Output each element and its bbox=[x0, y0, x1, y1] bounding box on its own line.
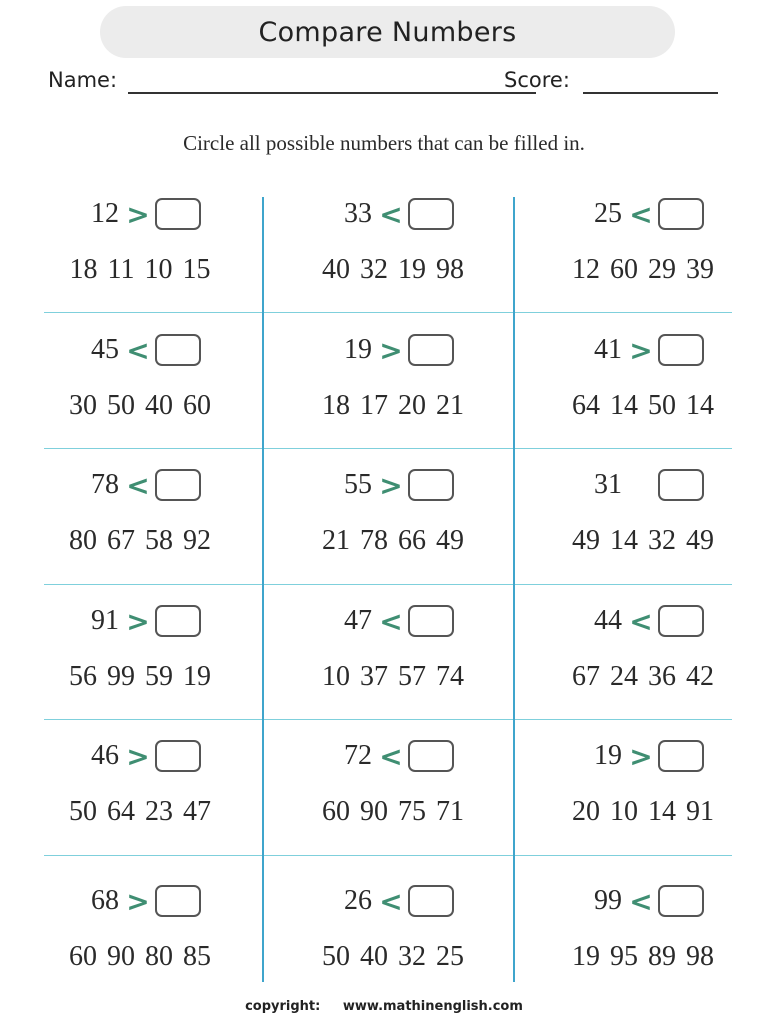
copyright-label: copyright: bbox=[245, 999, 321, 1014]
choice-number[interactable]: 50 bbox=[107, 390, 135, 421]
choice-number[interactable]: 18 bbox=[69, 254, 98, 285]
choice-number[interactable]: 90 bbox=[360, 796, 388, 827]
choice-number[interactable]: 60 bbox=[183, 390, 211, 421]
choice-number[interactable]: 25 bbox=[436, 941, 464, 972]
choice-number[interactable]: 15 bbox=[182, 254, 211, 285]
choice-number[interactable]: 75 bbox=[398, 796, 426, 827]
given-number: 91 bbox=[91, 605, 119, 636]
choice-number[interactable]: 30 bbox=[69, 390, 97, 421]
given-number: 41 bbox=[594, 334, 622, 365]
choice-number[interactable]: 64 bbox=[107, 796, 135, 827]
comparison bbox=[30, 603, 250, 639]
choice-number[interactable]: 92 bbox=[183, 525, 211, 556]
given-number: 72 bbox=[344, 740, 372, 771]
problem-cell bbox=[30, 883, 250, 1018]
given-number: 19 bbox=[594, 740, 622, 771]
choice-list bbox=[283, 254, 503, 286]
choice-number[interactable]: 32 bbox=[360, 254, 388, 285]
given-number: 45 bbox=[91, 334, 119, 365]
choice-number[interactable]: 74 bbox=[436, 661, 464, 692]
answer-box[interactable] bbox=[408, 740, 454, 772]
problem-cell bbox=[30, 738, 250, 873]
problem-cell bbox=[283, 467, 503, 602]
comparison bbox=[533, 332, 753, 368]
comparison-sign: < bbox=[126, 333, 150, 367]
comparison bbox=[533, 467, 753, 503]
choice-number[interactable]: 99 bbox=[107, 661, 135, 692]
problem-cell bbox=[533, 467, 753, 602]
comparison bbox=[283, 196, 503, 232]
choice-number[interactable]: 64 bbox=[572, 390, 600, 421]
choice-list bbox=[283, 796, 503, 828]
choice-list bbox=[533, 254, 753, 286]
problem-cell bbox=[283, 883, 503, 1018]
choice-number[interactable]: 67 bbox=[572, 661, 600, 692]
given-number: 12 bbox=[91, 198, 119, 229]
given-number: 33 bbox=[344, 198, 372, 229]
choice-number[interactable]: 19 bbox=[183, 661, 211, 692]
answer-box[interactable] bbox=[155, 334, 201, 366]
comparison-sign: > bbox=[126, 197, 150, 231]
choice-number[interactable]: 50 bbox=[648, 390, 676, 421]
choice-number[interactable]: 56 bbox=[69, 661, 97, 692]
choice-number[interactable]: 98 bbox=[686, 941, 714, 972]
comparison-sign: > bbox=[379, 468, 403, 502]
choice-number[interactable]: 57 bbox=[398, 661, 426, 692]
choice-list bbox=[533, 390, 753, 422]
answer-box[interactable] bbox=[155, 605, 201, 637]
choice-number[interactable]: 24 bbox=[610, 661, 638, 692]
comparison-sign: > bbox=[379, 333, 403, 367]
answer-box[interactable] bbox=[658, 885, 704, 917]
choice-number[interactable]: 12 bbox=[572, 254, 600, 285]
answer-box[interactable] bbox=[408, 334, 454, 366]
comparison bbox=[283, 603, 503, 639]
choice-number[interactable]: 59 bbox=[145, 661, 173, 692]
choice-number[interactable]: 21 bbox=[322, 525, 350, 556]
choice-number[interactable]: 85 bbox=[183, 941, 211, 972]
choice-number[interactable]: 40 bbox=[145, 390, 173, 421]
given-number: 26 bbox=[344, 885, 372, 916]
answer-box[interactable] bbox=[408, 885, 454, 917]
problem-cell bbox=[533, 603, 753, 738]
comparison bbox=[533, 883, 753, 919]
choice-number[interactable]: 98 bbox=[436, 254, 464, 285]
problem-cell bbox=[533, 196, 753, 331]
given-number: 25 bbox=[594, 198, 622, 229]
given-number: 44 bbox=[594, 605, 622, 636]
choice-number[interactable]: 60 bbox=[610, 254, 638, 285]
answer-box[interactable] bbox=[155, 469, 201, 501]
score-label: Score: bbox=[504, 68, 570, 92]
name-blank-line[interactable] bbox=[128, 92, 536, 94]
problem-cell bbox=[283, 603, 503, 738]
comparison bbox=[30, 332, 250, 368]
name-label: Name: bbox=[48, 68, 118, 92]
choice-number[interactable]: 71 bbox=[436, 796, 464, 827]
choice-number[interactable]: 20 bbox=[398, 390, 426, 421]
choice-number[interactable]: 36 bbox=[648, 661, 676, 692]
comparison-sign: < bbox=[379, 884, 403, 918]
choice-list bbox=[30, 525, 250, 557]
problem-cell bbox=[30, 196, 250, 331]
choice-number[interactable]: 32 bbox=[648, 525, 676, 556]
comparison-sign: < bbox=[379, 739, 403, 773]
answer-box[interactable] bbox=[155, 885, 201, 917]
choice-number[interactable]: 19 bbox=[572, 941, 600, 972]
comparison-sign: < bbox=[629, 884, 653, 918]
choice-number[interactable]: 49 bbox=[436, 525, 464, 556]
choice-number[interactable]: 14 bbox=[686, 390, 714, 421]
answer-box[interactable] bbox=[408, 605, 454, 637]
choice-number[interactable]: 11 bbox=[107, 254, 135, 285]
choice-number[interactable]: 40 bbox=[360, 941, 388, 972]
problem-cell bbox=[283, 738, 503, 873]
choice-number[interactable]: 19 bbox=[398, 254, 426, 285]
comparison-sign: > bbox=[629, 333, 653, 367]
choice-number[interactable]: 50 bbox=[322, 941, 350, 972]
problem-cell bbox=[533, 332, 753, 467]
comparison-sign: > bbox=[126, 884, 150, 918]
answer-box[interactable] bbox=[155, 198, 201, 230]
choice-number[interactable]: 10 bbox=[610, 796, 638, 827]
answer-box[interactable] bbox=[155, 740, 201, 772]
choice-number[interactable]: 95 bbox=[610, 941, 638, 972]
comparison-sign: < bbox=[629, 197, 653, 231]
choice-list bbox=[30, 796, 250, 828]
given-number: 19 bbox=[344, 334, 372, 365]
answer-box[interactable] bbox=[408, 198, 454, 230]
comparison bbox=[30, 196, 250, 232]
answer-box[interactable] bbox=[658, 605, 704, 637]
column-divider bbox=[513, 197, 515, 982]
given-number: 47 bbox=[344, 605, 372, 636]
choice-list bbox=[283, 941, 503, 973]
footer-copyright bbox=[0, 999, 768, 1014]
problem-cell bbox=[30, 332, 250, 467]
comparison bbox=[533, 738, 753, 774]
choice-list bbox=[30, 254, 250, 286]
choice-list bbox=[533, 941, 753, 973]
choice-list bbox=[283, 661, 503, 693]
choice-number[interactable]: 58 bbox=[145, 525, 173, 556]
choice-number[interactable]: 40 bbox=[322, 254, 350, 285]
choice-number[interactable]: 29 bbox=[648, 254, 676, 285]
comparison bbox=[30, 467, 250, 503]
comparison-sign: < bbox=[629, 604, 653, 638]
choice-number[interactable]: 89 bbox=[648, 941, 676, 972]
choice-list bbox=[533, 525, 753, 557]
choice-number[interactable]: 78 bbox=[360, 525, 388, 556]
comparison-sign: < bbox=[126, 468, 150, 502]
comparison-sign: < bbox=[379, 197, 403, 231]
choice-number[interactable]: 39 bbox=[686, 254, 714, 285]
comparison bbox=[283, 467, 503, 503]
problem-cell bbox=[283, 196, 503, 331]
choice-number[interactable]: 50 bbox=[69, 796, 97, 827]
choice-number[interactable]: 14 bbox=[610, 525, 638, 556]
choice-number[interactable]: 32 bbox=[398, 941, 426, 972]
choice-number[interactable]: 37 bbox=[360, 661, 388, 692]
comparison bbox=[30, 738, 250, 774]
given-number: 31 bbox=[594, 469, 622, 500]
choice-list bbox=[30, 661, 250, 693]
comparison bbox=[533, 196, 753, 232]
choice-number[interactable]: 20 bbox=[572, 796, 600, 827]
given-number: 55 bbox=[344, 469, 372, 500]
given-number: 99 bbox=[594, 885, 622, 916]
choice-number[interactable]: 60 bbox=[69, 941, 97, 972]
choice-number[interactable]: 47 bbox=[183, 796, 211, 827]
given-number: 78 bbox=[91, 469, 119, 500]
choice-list bbox=[30, 390, 250, 422]
choice-list bbox=[533, 796, 753, 828]
name-score-row bbox=[48, 66, 728, 98]
problem-cell bbox=[30, 603, 250, 738]
answer-box[interactable] bbox=[658, 469, 704, 501]
comparison bbox=[283, 883, 503, 919]
instruction-text: Circle all possible numbers that can be filled in. bbox=[183, 131, 585, 155]
choice-number[interactable]: 14 bbox=[648, 796, 676, 827]
comparison bbox=[30, 883, 250, 919]
problem-cell bbox=[30, 467, 250, 602]
choice-list bbox=[533, 661, 753, 693]
choice-number[interactable]: 60 bbox=[322, 796, 350, 827]
choice-number[interactable]: 90 bbox=[107, 941, 135, 972]
problem-cell bbox=[283, 332, 503, 467]
answer-box[interactable] bbox=[658, 198, 704, 230]
choice-number[interactable]: 18 bbox=[322, 390, 350, 421]
choice-number[interactable]: 66 bbox=[398, 525, 426, 556]
score-blank-line[interactable] bbox=[583, 92, 718, 94]
comparison-sign: < bbox=[379, 604, 403, 638]
comparison bbox=[283, 332, 503, 368]
answer-box[interactable] bbox=[658, 334, 704, 366]
choice-list bbox=[30, 941, 250, 973]
comparison-sign: > bbox=[126, 739, 150, 773]
choice-number[interactable]: 91 bbox=[686, 796, 714, 827]
worksheet-title: Compare Numbers bbox=[100, 6, 675, 58]
answer-box[interactable] bbox=[658, 740, 704, 772]
column-divider bbox=[262, 197, 264, 982]
choice-list bbox=[283, 525, 503, 557]
given-number: 46 bbox=[91, 740, 119, 771]
choice-number[interactable]: 80 bbox=[69, 525, 97, 556]
choice-number[interactable]: 10 bbox=[322, 661, 350, 692]
problem-cell bbox=[533, 883, 753, 1018]
choice-number[interactable]: 21 bbox=[436, 390, 464, 421]
given-number: 68 bbox=[91, 885, 119, 916]
choice-number[interactable]: 49 bbox=[686, 525, 714, 556]
choice-number[interactable]: 10 bbox=[144, 254, 173, 285]
comparison-sign: > bbox=[126, 604, 150, 638]
choice-number[interactable]: 23 bbox=[145, 796, 173, 827]
choice-number[interactable]: 42 bbox=[686, 661, 714, 692]
choice-number[interactable]: 80 bbox=[145, 941, 173, 972]
choice-number[interactable]: 49 bbox=[572, 525, 600, 556]
choice-number[interactable]: 17 bbox=[360, 390, 388, 421]
copyright-site: www.mathinenglish.com bbox=[342, 999, 523, 1014]
choice-number[interactable]: 14 bbox=[610, 390, 638, 421]
answer-box[interactable] bbox=[408, 469, 454, 501]
choice-number[interactable]: 67 bbox=[107, 525, 135, 556]
comparison bbox=[533, 603, 753, 639]
comparison bbox=[283, 738, 503, 774]
comparison-sign: > bbox=[629, 739, 653, 773]
choice-list bbox=[283, 390, 503, 422]
problem-cell bbox=[533, 738, 753, 873]
